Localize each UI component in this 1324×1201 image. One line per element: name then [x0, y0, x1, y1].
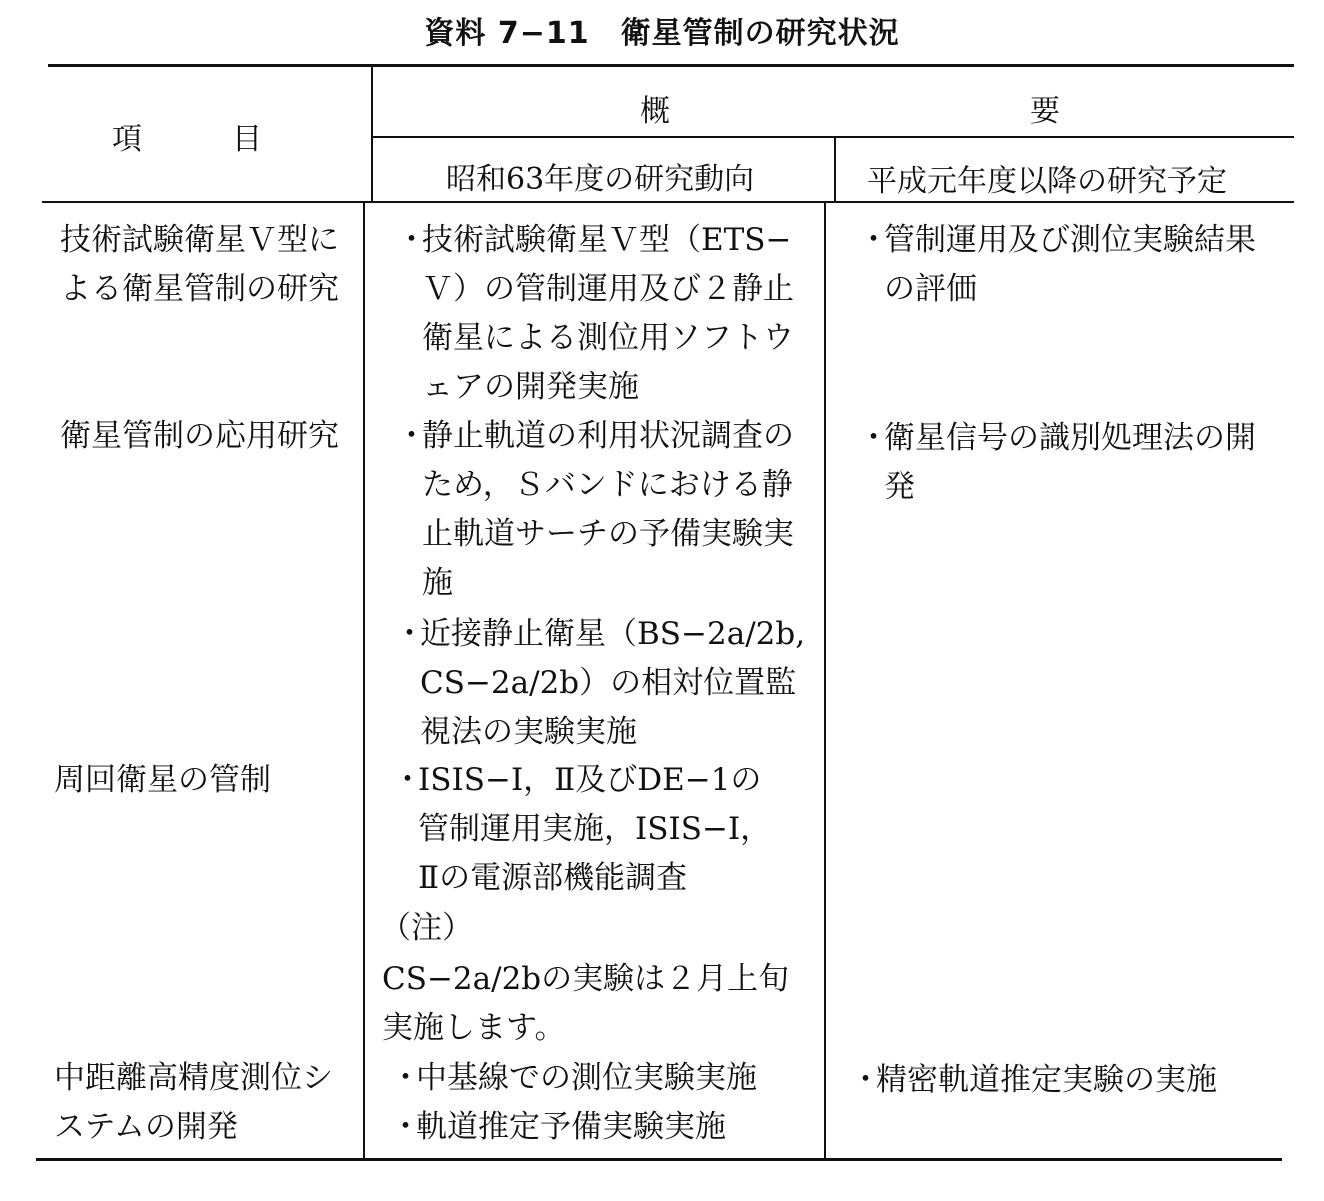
header-item: 項 目 [112, 122, 262, 157]
row4-future-b1-line1: 精密軌道推定実験の実施 [876, 1062, 1217, 1098]
document-title: 資料 7−11 衛星管制の研究状況 [424, 16, 900, 51]
row1-future-b1-line1: 管制運用及び測位実験結果 [884, 222, 1256, 258]
header-overview: 概 要 [640, 94, 1060, 129]
row2-current-b2-line3: 視法の実験実施 [420, 714, 637, 750]
table-bottom-rule [36, 1158, 1282, 1161]
row1-current-b1-line4: ェアの開発実施 [422, 369, 639, 405]
bullet-mark: ・ [858, 420, 889, 456]
column-divider-2-body [824, 203, 826, 1159]
row2-current-b1-line3: 止軌道サーチの予備実験実 [422, 516, 794, 552]
bullet-mark: ・ [396, 418, 427, 454]
row1-item-line2: よる衛星管制の研究 [60, 271, 339, 307]
header-current: 昭和63年度の研究動向 [446, 162, 755, 197]
row2-future-b1-line1: 衛星信号の識別処理法の開 [884, 420, 1256, 456]
column-divider-1 [371, 66, 373, 203]
row4-item-line2: ステムの開発 [54, 1109, 238, 1145]
row2-future-b1-line2: 発 [884, 469, 915, 505]
table-top-rule [48, 64, 1294, 67]
column-divider-1-body [363, 203, 365, 1159]
row1-future-b1-line2: の評価 [884, 271, 977, 307]
row1-current-b1-line2: Ｖ）の管制運用及び２静止 [422, 271, 794, 307]
row4-current-b1-line1: 中基線での測位実験実施 [416, 1060, 757, 1096]
row1-item-line1: 技術試験衛星Ｖ型に [60, 222, 339, 258]
row3-current-b1-line3: Ⅱの電源部機能調査 [418, 860, 688, 896]
bullet-mark: ・ [394, 616, 425, 652]
row3-item-line1: 周回衛星の管制 [54, 762, 271, 798]
row1-current-b1-line3: 衛星による測位用ソフトウ [422, 320, 794, 356]
header-bottom-rule [42, 201, 1294, 203]
bullet-mark: ・ [396, 222, 427, 258]
row2-current-b1-line4: 施 [422, 565, 453, 601]
note-heading: （注） [380, 910, 473, 946]
row4-current-b2-line1: 軌道推定予備実験実施 [416, 1109, 726, 1145]
row4-item-line1: 中距離高精度測位シ [54, 1060, 333, 1096]
bullet-mark: ・ [392, 762, 423, 798]
row2-current-b1-line1: 静止軌道の利用状況調査の [422, 418, 794, 454]
column-divider-2 [834, 138, 836, 203]
note-line2: 実施します。 [382, 1010, 566, 1046]
row2-item-line1: 衛星管制の応用研究 [60, 418, 339, 454]
row3-current-b1-line1: ISIS−Ⅰ，Ⅱ及びDE−1の [418, 762, 762, 798]
header-future: 平成元年度以降の研究予定 [867, 164, 1227, 199]
bullet-mark: ・ [858, 222, 889, 258]
row2-current-b2-line2: CS−2a/2b）の相対位置監 [420, 665, 797, 701]
bullet-mark: ・ [850, 1062, 881, 1098]
bullet-mark: ・ [390, 1109, 421, 1145]
row3-current-b1-line2: 管制運用実施，ISIS−Ⅰ， [418, 811, 772, 847]
row2-current-b1-line2: ため，Ｓバンドにおける静 [422, 467, 793, 503]
note-line1: CS−2a/2bの実験は２月上旬 [382, 961, 790, 997]
row2-current-b2-line1: 近接静止衛星（BS−2a/2b, [420, 616, 806, 652]
row1-current-b1-line1: 技術試験衛星Ｖ型（ETS− [422, 222, 792, 258]
bullet-mark: ・ [390, 1060, 421, 1096]
